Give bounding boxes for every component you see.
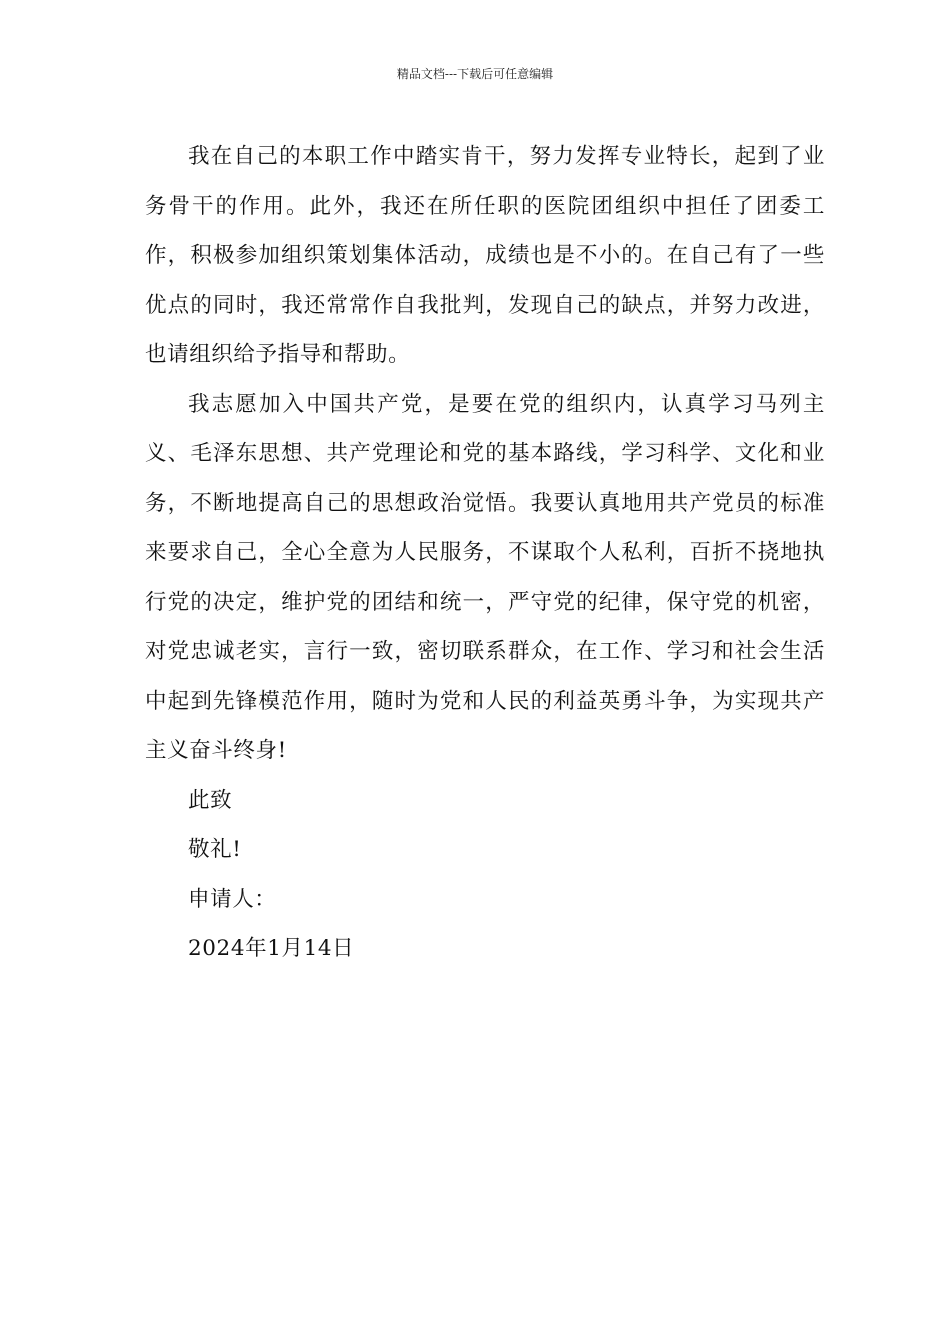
paragraph-1: 我在自己的本职工作中踏实肯干，努力发挥专业特长，起到了业务骨干的作用。此外，我还在所任职的医院团组织中担任了团委工作，积极参加组织策划集体活动，成绩也是不小的。在自己有了一些优点的同时，我还常常作自我批判，发现自己的缺点，并努力改进，也请组织给予指导和帮助。 xyxy=(145,144,825,367)
closing-salutation: 此致 xyxy=(188,787,233,813)
paragraph-2: 我志愿加入中国共产党，是要在党的组织内，认真学习马列主义、毛泽东思想、共产党理论和党的基本路线，学习科学、文化和业务，不断地提高自己的思想政治觉悟。我要认真地用共产党员的标准来要求自己，全心全意为人民服务，不谋取个人私利，百折不挠地执行党的决定，维护党的团结和统一，严守党的纪律，保守党的机密，对党忠诚老实，言行一致，密切联系群众，在工作、学习和社会生活中起到先锋模范作用，随时为党和人民的利益英勇斗争，为实现共产主义奋斗终身! xyxy=(145,391,825,763)
signature-label: 申请人： xyxy=(188,886,277,912)
letter-body xyxy=(145,132,825,974)
closing-respect: 敬礼! xyxy=(188,837,242,862)
page-header: 精品文档---下载后可任意编辑 xyxy=(396,67,554,81)
letter-date: 2024年1月14日 xyxy=(188,936,355,961)
